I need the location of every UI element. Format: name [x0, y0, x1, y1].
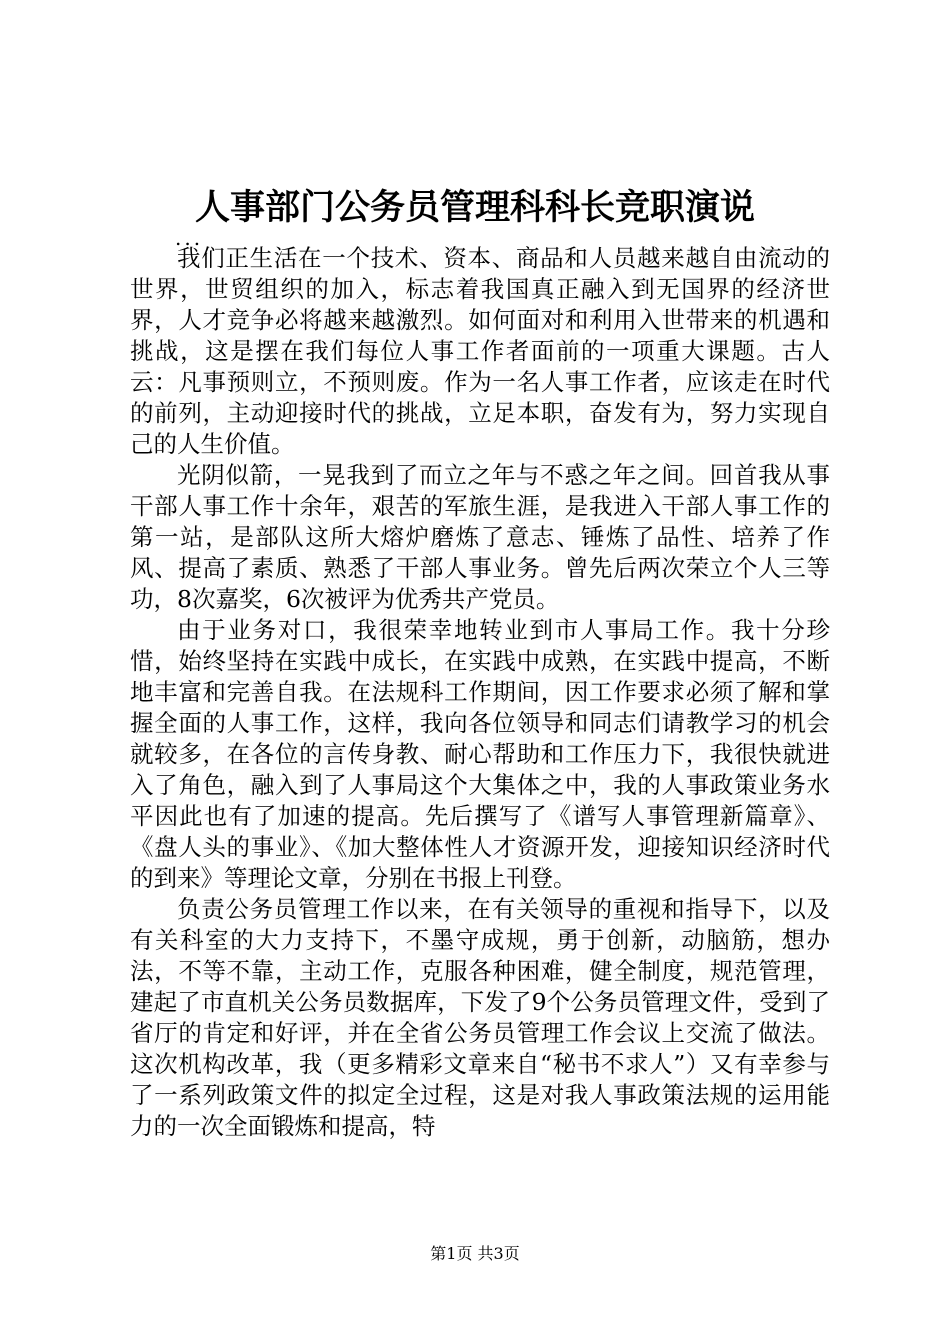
page-number-footer: 第1页 共3页 [430, 1244, 520, 1263]
paragraph-2: 光阴似箭，一晃我到了而立之年与不惑之年之间。回首我从事干部人事工作十余年，艰苦的军旅生涯，是我进入干部人事工作的第一站，是部队这所大熔炉磨炼了意志、锤炼了品性、培养了作风、提高了素质、熟悉了干部人事业务。曾先后两次荣立个人三等功，8次嘉奖，6次被评为优秀共产党员。 [130, 461, 830, 613]
paragraph-3: 由于业务对口，我很荣幸地转业到市人事局工作。我十分珍惜，始终坚持在实践中成长，在实践中成熟，在实践中提高，不断地丰富和完善自我。在法规科工作期间，因工作要求必须了解和掌握全面的人事工作，这样，我向各位领导和同志们请教学习的机会就较多，在各位的言传身教、耐心帮助和工作压力下，我很快就进入了角色，融入到了人事局这个大集体之中，我的人事政策业务水平因此也有了加速的提高。先后撰写了《谱写人事管理新篇章》、《盘人头的事业》、《加大整体性人才资源开发，迎接知识经济时代的到来》等理论文章，分别在书报上刊登。 [130, 616, 830, 892]
document-title: 人事部门公务员管理科科长竞职演说 [194, 187, 755, 228]
paragraph-1: 我们正生活在一个技术、资本、商品和人员越来越自由流动的世界，世贸组织的加入，标志着我国真正融入到无国界的经济世界，人才竞争必将越来越激烈。如何面对和利用入世带来的机遇和挑战，这是摆在我们每位人事工作者面前的一项重大课题。古人云：凡事预则立，不预则废。作为一名人事工作者，应该走在时代的前列，主动迎接时代的挑战，立足本职，奋发有为，努力实现自己的人生价值。 [130, 244, 830, 458]
title-ellipsis: ... [175, 226, 204, 250]
document-body [130, 243, 830, 1142]
paragraph-4: 负责公务员管理工作以来，在有关领导的重视和指导下，以及有关科室的大力支持下，不墨守成规，勇于创新，动脑筋，想办法，不等不靠，主动工作，克服各种困难，健全制度，规范管理，建起了市直机关公务员数据库，下发了9个公务员管理文件，受到了省厅的肯定和好评，并在全省公务员管理工作会议上交流了做法。这次机构改革，我（更多精彩文章来自“秘书不求人”）又有幸参与了一系列政策文件的拟定全过程，这是对我人事政策法规的运用能力的一次全面锻炼和提高，特 [130, 895, 830, 1140]
